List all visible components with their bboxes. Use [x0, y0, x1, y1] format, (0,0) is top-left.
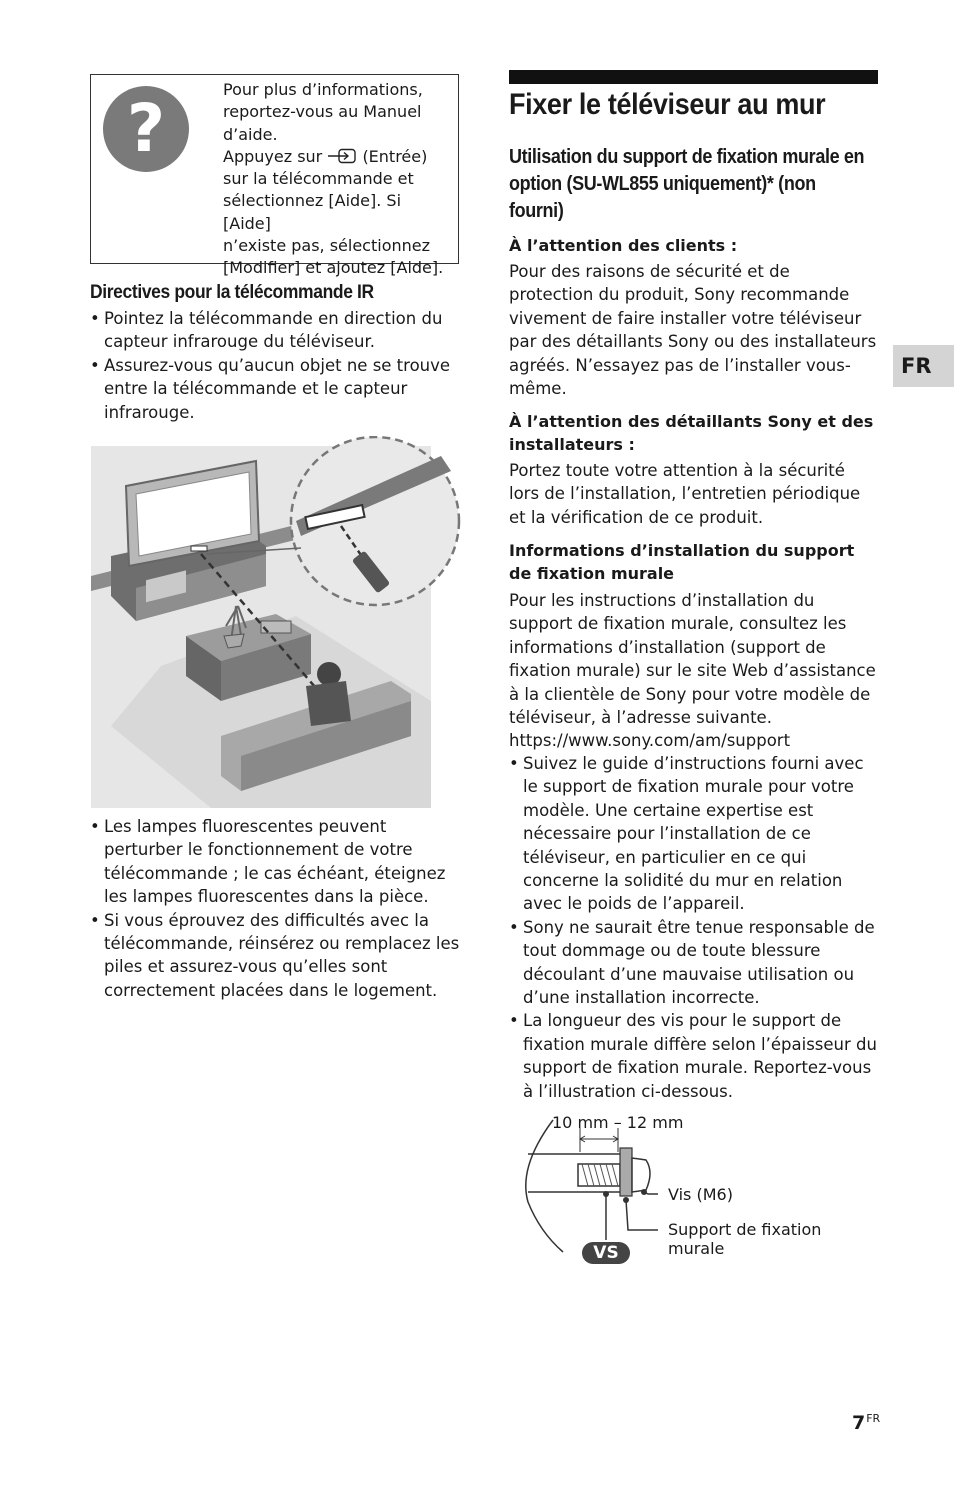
- screw-label: Vis (M6): [668, 1185, 733, 1204]
- list-item: • Si vous éprouvez des difficultés avec la télécommande, réinsérez ou remplacez les piles et assurez-vous qu’elles sont correctement placées dans le logement.: [90, 909, 465, 1003]
- input-icon: [327, 148, 357, 164]
- list-item: • La longueur des vis pour le support de fixation murale diffère selon l’épaisseur du support de fixation murale. Reportez-vous à l’illustration ci-dessous.: [509, 1009, 881, 1103]
- page-number-value: 7: [852, 1412, 866, 1434]
- language-tab: FR: [893, 345, 954, 387]
- living-room-illustration: [91, 436, 461, 808]
- list-item: • Les lampes fluorescentes peuvent perturber le fonctionnement de votre télécommande ; le cas échéant, éteignez les lampes fluorescentes dans la pièce.: [90, 815, 465, 909]
- question-mark-icon: ?: [103, 86, 189, 172]
- dealers-heading: À l’attention des détaillants Sony et des installateurs :: [509, 412, 874, 454]
- help-line: reportez-vous au Manuel: [223, 102, 422, 122]
- dealers-text: Portez toute votre attention à la sécurité lors de l’installation, l’entretien périodique et la vérification de ce produit.: [509, 461, 861, 527]
- list-item: • Assurez-vous qu’aucun objet ne se trouve entre la télécommande et le capteur infrarouge.: [90, 354, 465, 424]
- remote-guidelines-heading: Directives pour la télécommande IR: [90, 282, 374, 303]
- help-line: d’aide.: [223, 124, 278, 144]
- help-line: n’existe pas, sélectionnez: [223, 236, 431, 256]
- list-item: • Pointez la télécommande en direction du capteur infrarouge du téléviseur.: [90, 307, 465, 354]
- help-line: Pour plus d’informations,: [223, 80, 423, 99]
- page-number-suffix: FR: [866, 1412, 881, 1425]
- help-text: [223, 79, 453, 280]
- install-list: [509, 752, 881, 1103]
- help-press-line: [223, 146, 453, 168]
- dimension-label: 10 mm – 12 mm: [552, 1113, 684, 1132]
- help-box: [90, 74, 459, 278]
- clients-text: Pour des raisons de sécurité et de protection du produit, Sony recommande vivement de faire installer votre téléviseur par des détaillants Sony ou des installateurs agréés. N’essayez pas de l’installer vous-même.: [509, 262, 877, 399]
- vs-badge: VS: [593, 1243, 619, 1263]
- page-number: [852, 1412, 880, 1434]
- press-suffix: (Entrée): [362, 146, 428, 166]
- section-bar: [509, 70, 878, 84]
- help-line: sélectionnez [Aide]. Si [Aide]: [223, 191, 402, 233]
- bracket-label-2: murale: [668, 1239, 725, 1258]
- list-item: • Suivez le guide d’instructions fourni avec le support de fixation murale pour votre modèle. Une certaine expertise est nécessaire pour l’installation de ce téléviseur, en particulier en ce qui concerne la solidité du mur en relation avec le poids de l’appareil.: [509, 752, 881, 916]
- section-subtitle: Utilisation du support de fixation murale en option (SU-WL855 uniquement)* (non fourni): [509, 146, 865, 222]
- bracket-label-1: Support de fixation: [668, 1220, 822, 1239]
- guidelines-list: [90, 307, 465, 424]
- help-line: [Modifier] et ajoutez [Aide].: [223, 258, 444, 278]
- help-line: sur la télécommande et: [223, 169, 414, 189]
- page-title: Fixer le téléviseur au mur: [509, 88, 826, 121]
- guidelines-list-2: [90, 815, 465, 1002]
- list-item: • Sony ne saurait être tenue responsable de tout dommage ou de toute blessure découlant d’une mauvaise utilisation ou d’une installation incorrecte.: [509, 916, 881, 1010]
- clients-heading: À l’attention des clients :: [509, 236, 738, 255]
- info-text: Pour les instructions d’installation du support de fixation murale, consultez les informations d’installation (support de fixation murale) sur le site Web d’assistance à la clientèle de Sony pour votre modèle de téléviseur, à l’adresse suivante.: [509, 591, 876, 728]
- info-heading: Informations d’installation du support de fixation murale: [509, 541, 855, 583]
- press-prefix: Appuyez sur: [223, 146, 323, 166]
- support-url[interactable]: https://www.sony.com/am/support: [509, 731, 791, 750]
